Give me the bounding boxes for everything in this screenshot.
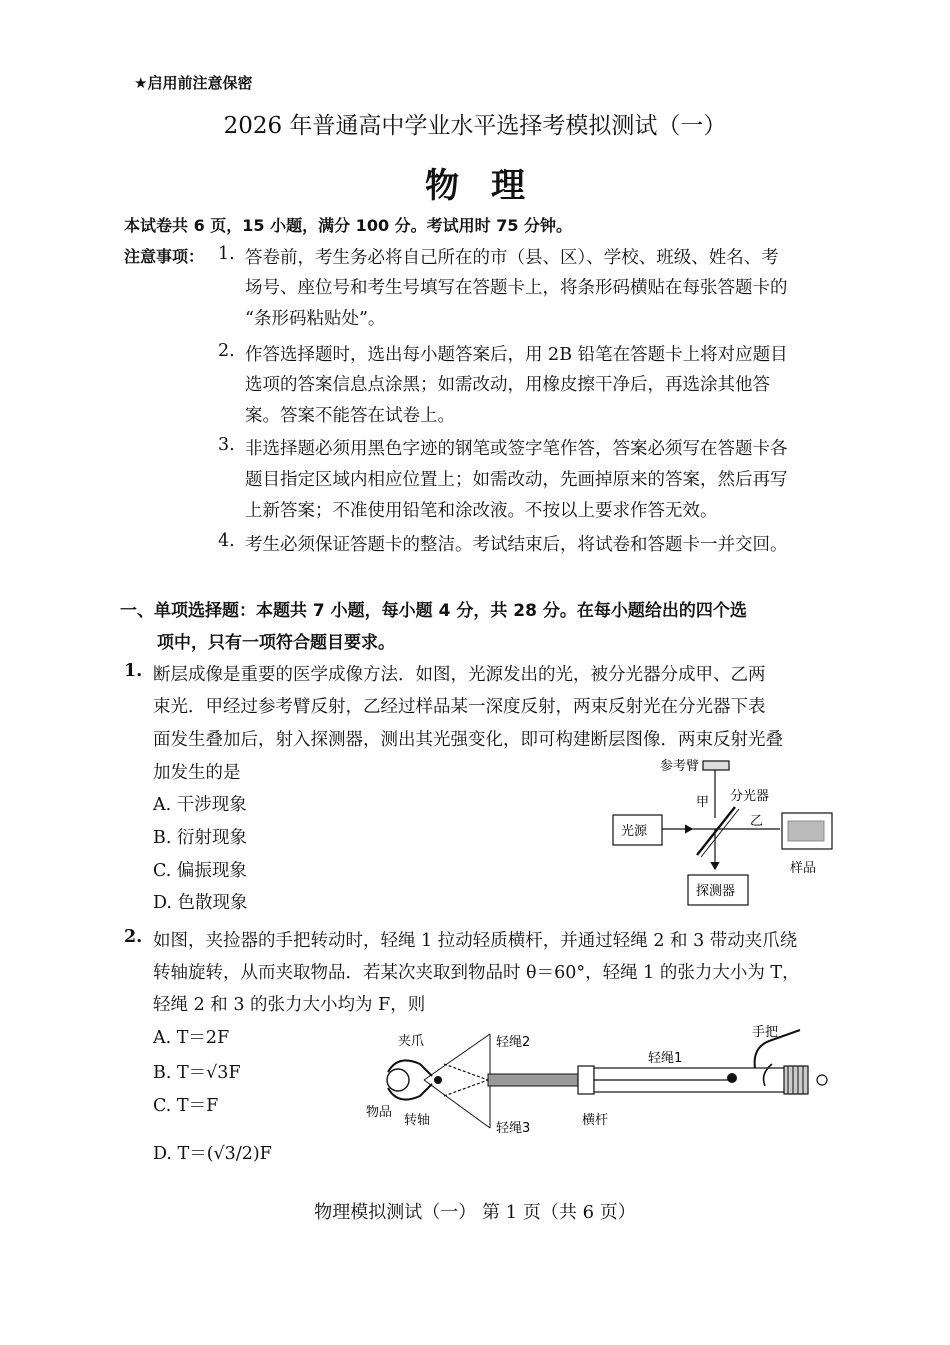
q1-stem-line-2: 束光．甲经过参考臂反射，乙经过样品某一深度反射，两束反射光在分光器下表	[153, 697, 766, 717]
notes-label: 注意事项：	[124, 247, 205, 266]
reference-mirror	[703, 761, 729, 770]
q1-number: 1.	[124, 661, 143, 681]
q1-option-d[interactable]: D. 色散现象	[153, 893, 248, 913]
confidential-mark: ★启用前注意保密	[134, 74, 253, 92]
q1-option-c[interactable]: C. 偏振现象	[153, 861, 247, 881]
note-3-line-2: 题目指定区域内相应位置上；如需改动，先画掉原来的答案，然后再写	[245, 470, 788, 490]
q1-stem-line-1: 断层成像是重要的医学成像方法．如图，光源发出的光，被分光器分成甲、乙两	[153, 665, 766, 685]
label-rope2: 轻绳2	[496, 1035, 531, 1050]
pivot-axis	[434, 1076, 442, 1084]
note-2-line-3: 案。答案不能答在试卷上。	[245, 406, 455, 426]
q1-option-a[interactable]: A. 干涉现象	[153, 795, 247, 815]
q2-option-a[interactable]: A. T＝2F	[153, 1028, 230, 1048]
label-item: 物品	[366, 1105, 393, 1120]
label-jia: 甲	[696, 795, 710, 810]
note-3-line-3: 上新答案；不准使用铅笔和涂改液。不按以上要求作答无效。	[245, 501, 718, 521]
label-ref-arm: 参考臂	[659, 759, 699, 774]
crossbar-rod	[488, 1074, 584, 1086]
label-yi: 乙	[750, 814, 764, 829]
exam-title: 2026 年普通高中学业水平选择考模拟测试（一）	[223, 113, 727, 139]
q2-stem-line-2: 转轴旋转，从而夹取物品．若某次夹取到物品时 θ＝60°，轻绳 1 的张力大小为 T，	[153, 963, 800, 983]
q2-grabber-diagram	[360, 1020, 840, 1148]
q2-number: 2.	[124, 927, 143, 947]
note-2-line-2: 选项的答案信息点涂黑；如需改动，用橡皮擦干净后，再选涂其他答	[245, 375, 770, 395]
q2-stem-line-3: 轻绳 2 和 3 的张力大小均为 F，则	[153, 995, 426, 1015]
note-2-num: 2.	[218, 341, 235, 361]
label-rope1: 轻绳1	[648, 1051, 683, 1066]
beam-splitter	[697, 807, 735, 855]
q1-option-b[interactable]: B. 衍射现象	[153, 828, 247, 848]
note-4-num: 4.	[218, 531, 235, 551]
q2-option-d[interactable]: D. T＝(√3/2)F	[153, 1144, 272, 1164]
note-1-num: 1.	[218, 244, 235, 264]
note-1-line-3: “条形码粘贴处”。	[245, 309, 386, 329]
rope-2	[444, 1064, 488, 1080]
section-1-heading-line-2: 项中，只有一项符合题目要求。	[157, 633, 395, 653]
q2-option-b[interactable]: B. T＝√3F	[153, 1063, 241, 1083]
label-handle: 手把	[752, 1025, 779, 1040]
note-4-line-1: 考生必须保证答题卡的整洁。考试结束后，将试卷和答题卡一并交回。	[245, 535, 788, 555]
q2-option-c[interactable]: C. T＝F	[153, 1096, 219, 1116]
rope-3	[444, 1080, 488, 1096]
note-1-line-1: 答卷前，考生务必将自己所在的市（县、区）、学校、班级、姓名、考	[245, 248, 779, 268]
section-1-heading-line-1: 一、单项选择题：本题共 7 小题，每小题 4 分，共 28 分。在每小题给出的四个选	[120, 601, 747, 621]
q1-stem-line-3: 面发生叠加后，射入探测器，测出其光强变化，即可构建断层图像．两束反射光叠	[153, 730, 783, 750]
label-source: 光源	[621, 824, 648, 839]
label-splitter: 分光器	[730, 789, 770, 804]
label-sample: 样品	[790, 861, 817, 876]
q1-stem-line-4: 加发生的是	[153, 763, 241, 783]
q2-stem-line-1: 如图，夹捡器的手把转动时，轻绳 1 拉动轻质横杆，并通过轻绳 2 和 3 带动夹爪绕	[153, 931, 798, 951]
label-crossbar: 横杆	[582, 1113, 609, 1128]
q1-optics-diagram	[600, 755, 845, 915]
exam-intro: 本试卷共 6 页，15 小题，满分 100 分。考试用时 75 分钟。	[124, 216, 573, 235]
label-rope3: 轻绳3	[496, 1121, 531, 1136]
page-footer: 物理模拟测试（一） 第 1 页（共 6 页）	[314, 1202, 636, 1223]
object-item	[387, 1069, 409, 1091]
label-claw: 夹爪	[398, 1034, 425, 1049]
label-axis: 转轴	[404, 1113, 431, 1128]
note-3-num: 3.	[218, 435, 235, 455]
note-3-line-1: 非选择题必须用黑色字迹的钢笔或签字笔作答，答案必须写在答题卡各	[245, 439, 788, 459]
subject-title: 物理	[425, 166, 557, 206]
note-1-line-2: 场号、座位号和考生号填写在答题卡上，将条形码横贴在每张答题卡的	[245, 278, 788, 298]
note-2-line-1: 作答选择题时，选出每小题答案后，用 2B 铅笔在答题卡上将对应题目	[245, 345, 788, 365]
label-detector: 探测器	[696, 884, 736, 899]
